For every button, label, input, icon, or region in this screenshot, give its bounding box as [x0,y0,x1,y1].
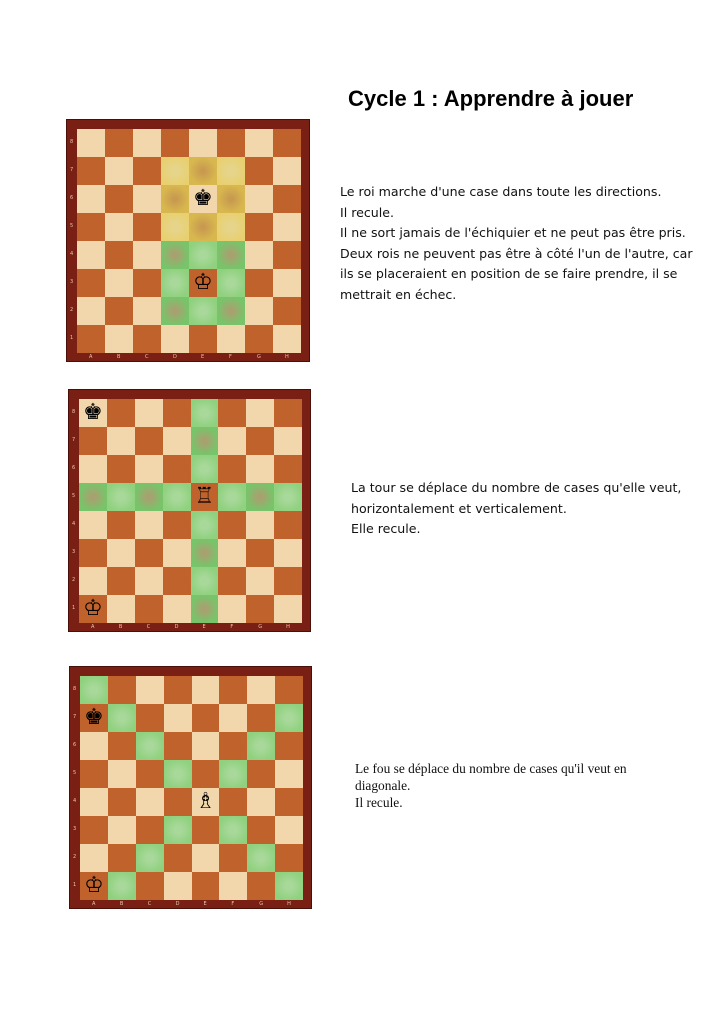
square-d5 [163,483,191,511]
square-c3 [135,539,163,567]
file-label: G [259,901,264,907]
square-e1 [191,595,219,623]
square-c3 [136,816,164,844]
square-h8 [274,399,302,427]
king-description [340,182,710,305]
square-f5 [218,483,246,511]
square-b6 [105,185,133,213]
square-h4 [273,241,301,269]
square-d8 [164,676,192,704]
rank-label: 7 [72,437,76,443]
square-c8 [135,399,163,427]
square-d8 [163,399,191,427]
square-g4 [245,241,273,269]
square-f1 [218,595,246,623]
file-label: G [258,624,263,630]
rank-label: 5 [70,223,74,229]
square-g3 [247,816,275,844]
square-h4 [275,788,303,816]
square-c6 [133,185,161,213]
square-c2 [135,567,163,595]
square-g5 [247,760,275,788]
file-label: B [118,624,123,630]
square-h4 [274,511,302,539]
rank-label: 1 [72,605,76,611]
square-b1 [107,595,135,623]
square-b5 [105,213,133,241]
square-b8 [105,129,133,157]
square-b5 [107,483,135,511]
square-d3 [164,816,192,844]
square-a6 [77,185,105,213]
square-g6 [246,455,274,483]
square-b7 [105,157,133,185]
square-g3 [246,539,274,567]
square-g1 [246,595,274,623]
king-text-line: Il ne sort jamais de l'échiquier et ne peut pas être pris. [340,225,686,240]
rook-moves-board [68,389,311,632]
square-g2 [246,567,274,595]
square-b4 [107,511,135,539]
rank-label: 3 [72,549,76,555]
square-b4 [108,788,136,816]
square-e7 [189,157,217,185]
square-a4 [79,511,107,539]
square-f1 [217,325,245,353]
rank-label: 1 [73,882,77,888]
square-f2 [217,297,245,325]
square-c2 [133,297,161,325]
square-b6 [108,732,136,760]
square-f5 [217,213,245,241]
square-g7 [245,157,273,185]
square-a5 [77,213,105,241]
square-a3 [80,816,108,844]
white-bishop-icon: ♗ [195,789,216,814]
square-e4 [192,788,220,816]
rank-label: 6 [70,195,74,201]
square-f6 [218,455,246,483]
rank-label: 1 [70,335,74,341]
square-c1 [133,325,161,353]
square-g3 [245,269,273,297]
square-d3 [161,269,189,297]
square-a8 [77,129,105,157]
square-e2 [192,844,220,872]
file-label: B [119,901,124,907]
square-a5 [80,760,108,788]
rank-label: 2 [72,577,76,583]
square-h5 [273,213,301,241]
square-c1 [135,595,163,623]
square-e8 [189,129,217,157]
square-e1 [189,325,217,353]
square-b2 [105,297,133,325]
square-e6 [189,185,217,213]
square-h5 [275,760,303,788]
rank-label: 4 [70,251,74,257]
square-e5 [192,760,220,788]
rank-label: 5 [73,770,77,776]
rank-label: 3 [70,279,74,285]
square-b6 [107,455,135,483]
square-f6 [219,732,247,760]
rank-label: 6 [72,465,76,471]
square-d6 [163,455,191,483]
square-c4 [135,511,163,539]
square-h3 [275,816,303,844]
square-c7 [136,704,164,732]
king-moves-board [66,119,310,362]
square-a8 [79,399,107,427]
square-d5 [161,213,189,241]
square-a5 [79,483,107,511]
square-f8 [219,676,247,704]
square-g7 [247,704,275,732]
square-d1 [163,595,191,623]
square-f4 [219,788,247,816]
square-f7 [217,157,245,185]
square-f8 [217,129,245,157]
bishop-description [355,760,675,811]
square-b1 [105,325,133,353]
square-c4 [133,241,161,269]
square-a2 [80,844,108,872]
square-b7 [107,427,135,455]
bishop-text-line: Le fou se déplace du nombre de cases qu'il veut en diagonale. [355,761,627,793]
square-e7 [192,704,220,732]
square-h2 [275,844,303,872]
square-a1 [80,872,108,900]
square-b8 [107,399,135,427]
square-h1 [275,872,303,900]
square-d7 [163,427,191,455]
square-b3 [108,816,136,844]
white-king-icon: ♔ [193,270,213,295]
square-e8 [191,399,219,427]
square-e1 [192,872,220,900]
file-label: H [285,354,289,360]
square-d4 [161,241,189,269]
rank-label: 8 [72,409,76,415]
square-g6 [247,732,275,760]
rank-label: 8 [73,686,77,692]
file-label: D [174,624,179,630]
square-a1 [77,325,105,353]
rank-label: 3 [73,826,77,832]
file-label: C [146,624,151,630]
square-g1 [247,872,275,900]
square-c3 [133,269,161,297]
square-g8 [245,129,273,157]
square-d4 [164,788,192,816]
black-king-icon: ♚ [84,705,104,730]
rank-label: 7 [70,167,74,173]
square-a4 [80,788,108,816]
square-a3 [77,269,105,297]
square-b5 [108,760,136,788]
square-d6 [161,185,189,213]
square-e2 [191,567,219,595]
square-g1 [245,325,273,353]
square-b8 [108,676,136,704]
square-h8 [273,129,301,157]
square-c6 [135,455,163,483]
square-e7 [191,427,219,455]
white-king-icon: ♔ [84,873,104,898]
square-d7 [161,157,189,185]
square-f3 [218,539,246,567]
square-c4 [136,788,164,816]
square-e5 [189,213,217,241]
square-c5 [136,760,164,788]
square-a2 [77,297,105,325]
square-c8 [136,676,164,704]
square-a8 [80,676,108,704]
page-title: Cycle 1 : Apprendre à jouer [348,86,634,111]
square-e8 [192,676,220,704]
square-a4 [77,241,105,269]
square-d4 [163,511,191,539]
square-c5 [135,483,163,511]
square-d2 [163,567,191,595]
square-c7 [135,427,163,455]
rook-text-line: Elle recule. [351,521,421,536]
square-f4 [217,241,245,269]
square-b7 [108,704,136,732]
square-a7 [79,427,107,455]
square-b2 [107,567,135,595]
king-text-line: Le roi marche d'une case dans toute les directions. [340,184,662,199]
square-d2 [161,297,189,325]
rank-label: 8 [70,139,74,145]
file-label: D [173,354,177,360]
square-e3 [191,539,219,567]
square-g2 [247,844,275,872]
file-label: H [286,624,290,630]
square-a7 [77,157,105,185]
bishop-moves-board [69,666,312,909]
rook-text-line: La tour se déplace du nombre de cases qu'elle veut, horizontalement et verticalement. [351,480,682,516]
square-g6 [245,185,273,213]
square-g4 [246,511,274,539]
square-g5 [246,483,274,511]
rank-label: 2 [73,854,77,860]
square-h6 [275,732,303,760]
square-d8 [161,129,189,157]
file-label: F [229,354,232,360]
square-a2 [79,567,107,595]
square-h3 [274,539,302,567]
file-label: B [117,354,121,360]
file-label: F [231,901,235,907]
file-label: E [201,354,205,360]
square-a3 [79,539,107,567]
square-e3 [189,269,217,297]
square-c8 [133,129,161,157]
square-f6 [217,185,245,213]
file-label: A [89,354,93,360]
square-d1 [164,872,192,900]
square-f1 [219,872,247,900]
square-d5 [164,760,192,788]
square-h2 [273,297,301,325]
square-c5 [133,213,161,241]
square-f5 [219,760,247,788]
square-a7 [80,704,108,732]
rank-label: 5 [72,493,76,499]
square-e6 [191,455,219,483]
square-c1 [136,872,164,900]
square-b3 [105,269,133,297]
file-label: C [145,354,149,360]
square-b1 [108,872,136,900]
square-c2 [136,844,164,872]
black-king-icon: ♚ [193,186,213,211]
square-f8 [218,399,246,427]
square-g8 [246,399,274,427]
square-h8 [275,676,303,704]
square-d7 [164,704,192,732]
square-h1 [273,325,301,353]
square-g8 [247,676,275,704]
square-g2 [245,297,273,325]
square-d1 [161,325,189,353]
square-a1 [79,595,107,623]
square-g7 [246,427,274,455]
square-g5 [245,213,273,241]
square-h6 [273,185,301,213]
square-h1 [274,595,302,623]
square-c6 [136,732,164,760]
rook-description [351,478,716,540]
square-h7 [273,157,301,185]
square-d2 [164,844,192,872]
square-h7 [274,427,302,455]
king-text-line: Il recule. [340,204,395,220]
file-label: D [175,901,180,907]
square-d3 [163,539,191,567]
king-text-line: Deux rois ne peuvent pas être à côté l'un de l'autre, car ils se placeraient en position de se faire prendre, il se mettrait en échec. [340,245,693,302]
square-f4 [218,511,246,539]
square-f2 [219,844,247,872]
square-e6 [192,732,220,760]
square-f7 [218,427,246,455]
bishop-text-line: Il recule. [355,795,403,810]
white-king-icon: ♔ [83,596,103,621]
square-d6 [164,732,192,760]
file-label: A [90,624,95,630]
square-b2 [108,844,136,872]
file-label: G [257,354,261,360]
square-f7 [219,704,247,732]
square-h3 [273,269,301,297]
square-h5 [274,483,302,511]
square-b3 [107,539,135,567]
square-f2 [218,567,246,595]
rank-label: 4 [72,521,76,527]
file-label: E [203,901,207,907]
square-g4 [247,788,275,816]
rank-label: 2 [70,307,74,313]
square-f3 [219,816,247,844]
square-a6 [79,455,107,483]
square-h6 [274,455,302,483]
rank-label: 7 [73,714,77,720]
file-label: H [287,901,291,907]
black-king-icon: ♚ [83,400,103,425]
white-rook-icon: ♖ [194,484,215,509]
file-label: E [202,624,206,630]
square-h7 [275,704,303,732]
square-e5 [191,483,219,511]
square-e4 [191,511,219,539]
file-label: A [91,901,96,907]
square-a6 [80,732,108,760]
square-e2 [189,297,217,325]
square-f3 [217,269,245,297]
rank-label: 4 [73,798,77,804]
square-c7 [133,157,161,185]
square-e3 [192,816,220,844]
file-label: C [147,901,152,907]
rank-label: 6 [73,742,77,748]
file-label: F [230,624,234,630]
square-b4 [105,241,133,269]
square-h2 [274,567,302,595]
square-e4 [189,241,217,269]
